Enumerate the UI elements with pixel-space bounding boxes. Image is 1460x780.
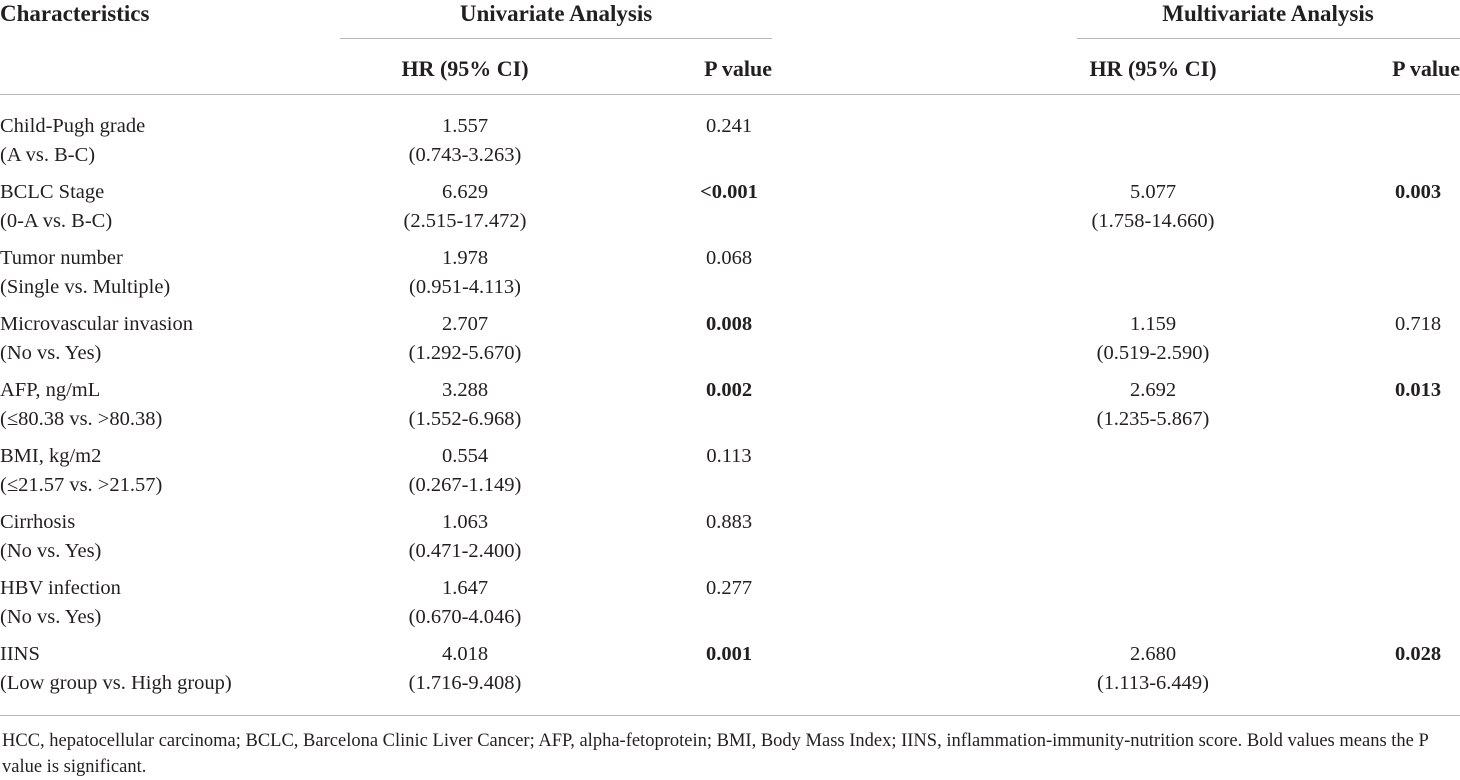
cell-name: BMI, kg/m2	[0, 445, 102, 467]
cell-multi-ci: (1.758-14.660)	[1091, 210, 1215, 232]
header-bottom-rule	[0, 94, 1460, 95]
cell-multi-ci: (1.113-6.449)	[1097, 672, 1209, 694]
cell-uni-hr: 4.018	[441, 643, 489, 665]
cell-comparison: (No vs. Yes)	[0, 342, 102, 364]
cell-comparison: (No vs. Yes)	[0, 540, 102, 562]
cell-comparison: (≤21.57 vs. >21.57)	[0, 474, 163, 496]
header-multivariate: Multivariate Analysis	[1162, 1, 1374, 26]
cell-uni-hr: 1.557	[441, 115, 489, 137]
cell-multi-hr: 2.692	[1129, 379, 1177, 401]
cell-comparison: (Single vs. Multiple)	[0, 276, 171, 298]
cell-uni-hr: 1.063	[441, 511, 489, 533]
cell-comparison: (≤80.38 vs. >80.38)	[0, 408, 163, 430]
cell-uni-hr: 2.707	[441, 313, 489, 335]
cell-name: Tumor number	[0, 247, 123, 269]
header-univariate-p: P value	[704, 56, 772, 81]
cell-uni-ci: (1.552-6.968)	[408, 408, 522, 430]
cell-multi-ci: (0.519-2.590)	[1096, 342, 1210, 364]
cell-name: Microvascular invasion	[0, 313, 193, 335]
cell-multi-hr: 5.077	[1129, 181, 1177, 203]
cell-comparison: (0-A vs. B-C)	[0, 210, 113, 232]
cell-uni-ci: (0.267-1.149)	[408, 474, 522, 496]
cell-uni-ci: (1.292-5.670)	[408, 342, 522, 364]
cell-comparison: (Low group vs. High group)	[0, 672, 232, 694]
table-footnote: HCC, hepatocellular carcinoma; BCLC, Barcelona Clinic Liver Cancer; AFP, alpha-fetoprotein; BMI, Body Mass Index; IINS, inflammation-immunity-nutrition score. Bold values means the P value is significant.	[2, 731, 1429, 777]
cell-uni-ci: (1.716-9.408)	[408, 672, 522, 694]
cell-name: HBV infection	[0, 577, 121, 599]
cell-uni-ci: (0.670-4.046)	[408, 606, 522, 628]
cell-name: Cirrhosis	[0, 511, 76, 533]
cell-uni-p: <0.001	[700, 181, 758, 203]
cell-uni-hr: 6.629	[441, 181, 489, 203]
cell-multi-p: 0.013	[1394, 379, 1442, 401]
cell-uni-hr: 3.288	[441, 379, 489, 401]
header-univariate-hr: HR (95% CI)	[401, 56, 529, 81]
cell-multi-p: 0.028	[1394, 643, 1442, 665]
cell-name: IINS	[0, 643, 40, 665]
cell-uni-p: 0.241	[705, 115, 753, 137]
cell-comparison: (No vs. Yes)	[0, 606, 102, 628]
header-univariate: Univariate Analysis	[459, 1, 653, 26]
cell-uni-hr: 0.554	[441, 445, 489, 467]
cell-uni-p: 0.277	[705, 577, 753, 599]
header-multivariate-p: P value	[1392, 56, 1460, 81]
cell-uni-p: 0.002	[705, 379, 753, 401]
cell-name: AFP, ng/mL	[0, 379, 101, 401]
cell-uni-p: 0.008	[705, 313, 753, 335]
table-bottom-rule	[0, 715, 1460, 716]
cell-uni-hr: 1.978	[441, 247, 489, 269]
cell-multi-hr: 2.680	[1129, 643, 1177, 665]
cell-comparison: (A vs. B-C)	[0, 144, 96, 166]
cell-multi-p: 0.718	[1394, 313, 1442, 335]
cell-name: BCLC Stage	[0, 181, 105, 203]
univariate-span-rule	[340, 38, 772, 39]
cell-uni-p: 0.113	[706, 445, 752, 467]
cell-uni-p: 0.001	[705, 643, 753, 665]
cell-uni-p: 0.883	[705, 511, 753, 533]
cell-multi-p: 0.003	[1394, 181, 1442, 203]
cell-name: Child-Pugh grade	[0, 115, 146, 137]
header-characteristics: Characteristics	[0, 1, 150, 26]
cell-uni-ci: (0.743-3.263)	[408, 144, 522, 166]
cell-uni-ci: (2.515-17.472)	[403, 210, 527, 232]
header-multivariate-hr: HR (95% CI)	[1089, 56, 1217, 81]
cell-uni-hr: 1.647	[441, 577, 489, 599]
cell-uni-p: 0.068	[705, 247, 753, 269]
cell-uni-ci: (0.471-2.400)	[408, 540, 522, 562]
cell-uni-ci: (0.951-4.113)	[409, 276, 521, 298]
cell-multi-ci: (1.235-5.867)	[1096, 408, 1210, 430]
cell-multi-hr: 1.159	[1129, 313, 1177, 335]
multivariate-span-rule	[1077, 38, 1460, 39]
